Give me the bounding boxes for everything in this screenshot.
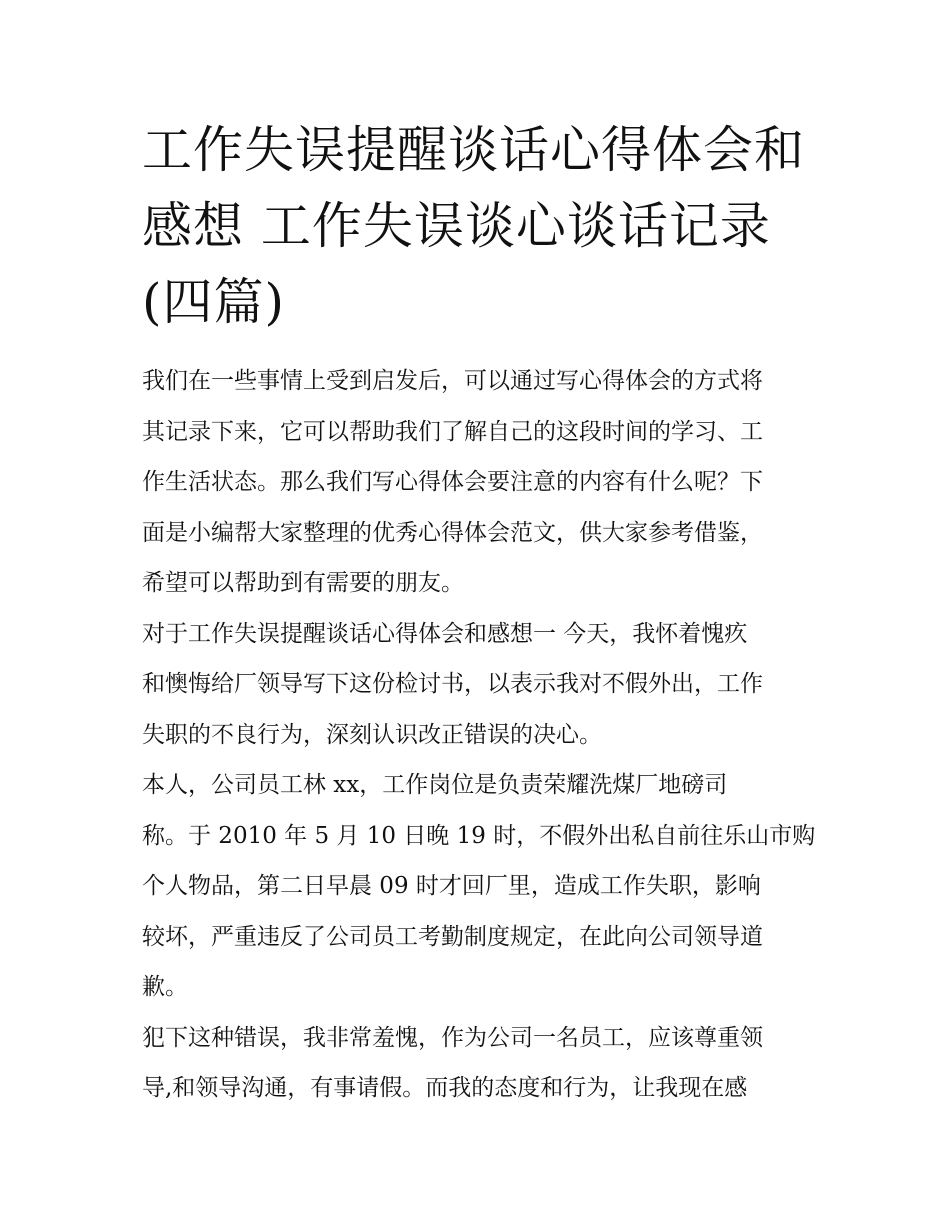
title-line: 感想 工作失误谈心谈话记录 bbox=[142, 197, 771, 255]
document-body bbox=[142, 356, 822, 1114]
body-line: 称。于 2010 年 5 月 10 日晚 19 时，不假外出私自前往乐山市购 bbox=[142, 822, 816, 849]
body-line: 失职的不良行为，深刻认识改正错误的决心。 bbox=[142, 721, 602, 748]
body-line: 面是小编帮大家整理的优秀心得体会范文，供大家参考借鉴， bbox=[142, 519, 763, 546]
body-line: 导,和领导沟通，有事请假。而我的态度和行为，让我现在感 bbox=[142, 1075, 748, 1101]
body-line: 对于工作失误提醒谈话心得体会和感想一 今天，我怀着愧疚 bbox=[142, 620, 748, 647]
body-line: 作生活状态。那么我们写心得体会要注意的内容有什么呢？下 bbox=[142, 469, 763, 495]
body-line: 和懊悔给厂领导写下这份检讨书，以表示我对不假外出，工作 bbox=[142, 671, 763, 697]
body-line: 较坏，严重违反了公司员工考勤制度规定，在此向公司领导道 bbox=[142, 923, 763, 950]
title-line: 工作失误提醒谈话心得体会和 bbox=[142, 121, 805, 179]
body-line: 我们在一些事情上受到启发后，可以通过写心得体会的方式将 bbox=[142, 368, 763, 394]
body-line: 本人，公司员工林 xx，工作岗位是负责荣耀洗煤厂地磅司 bbox=[142, 772, 728, 798]
body-line: 希望可以帮助到有需要的朋友。 bbox=[142, 570, 464, 596]
document-title bbox=[142, 112, 822, 340]
body-line: 其记录下来，它可以帮助我们了解自己的这段时间的学习、工 bbox=[142, 418, 763, 445]
body-line: 犯下这种错误，我非常羞愧，作为公司一名员工，应该尊重领 bbox=[142, 1024, 763, 1051]
body-line: 歉。 bbox=[142, 974, 188, 1000]
body-line: 个人物品，第二日早晨 09 时才回厂里，造成工作失职，影响 bbox=[142, 873, 761, 899]
title-line: (四篇) bbox=[142, 273, 286, 331]
